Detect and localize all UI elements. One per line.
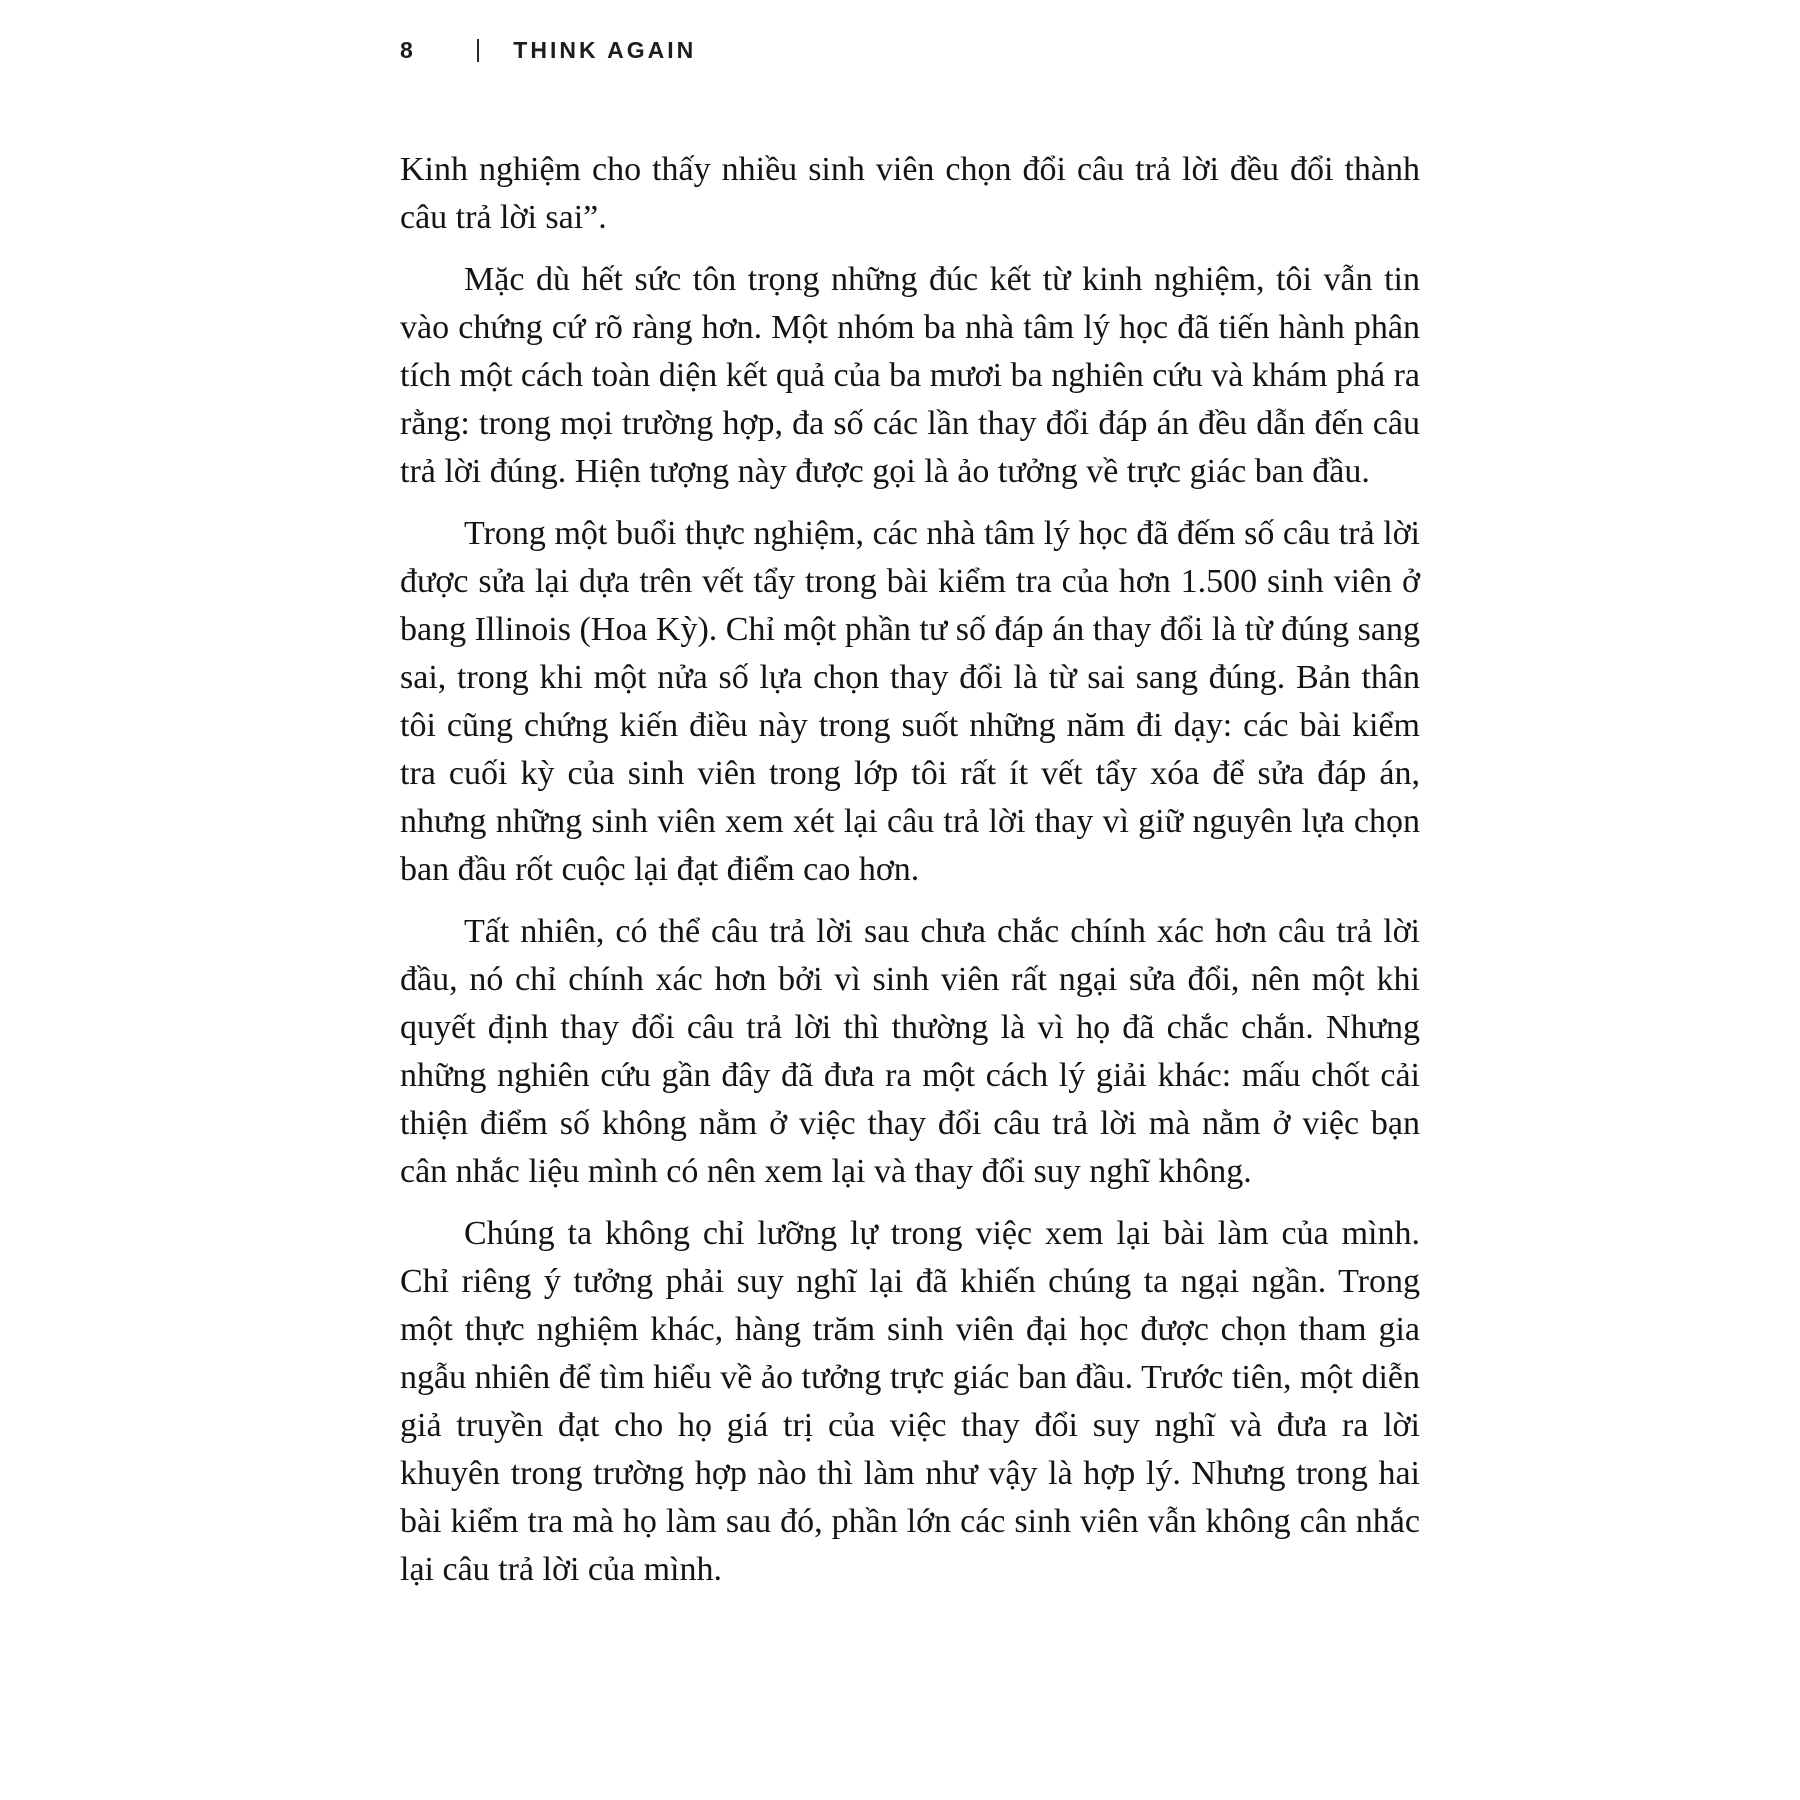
paragraph: Kinh nghiệm cho thấy nhiều sinh viên chọn đổi câu trả lời đều đổi thành câu trả lời sai”.	[400, 151, 1420, 236]
paragraph: Tất nhiên, có thể câu trả lời sau chưa chắc chính xác hơn câu trả lời đầu, nó chỉ chính xác hơn bởi vì sinh viên rất ngại sửa đổi, nên một khi quyết định thay đổi câu trả lời thì thường là vì họ đã chắc chắn. Nhưng những nghiên cứu gần đây đã đưa ra một cách lý giải khác: mấu chốt cải thiện điểm số không nằm ở việc thay đổi câu trả lời mà nằm ở việc bạn cân nhắc liệu mình có nên xem lại và thay đổi suy nghĩ không.	[400, 913, 1420, 1190]
page-number: 8	[400, 37, 413, 63]
page-header	[400, 35, 697, 63]
paragraph: Trong một buổi thực nghiệm, các nhà tâm lý học đã đếm số câu trả lời được sửa lại dựa trên vết tẩy trong bài kiểm tra của hơn 1.500 sinh viên ở bang Illinois (Hoa Kỳ). Chỉ một phần tư số đáp án thay đổi là từ đúng sang sai, trong khi một nửa số lựa chọn thay đổi là từ sai sang đúng. Bản thân tôi cũng chứng kiến điều này trong suốt những năm đi dạy: các bài kiểm tra cuối kỳ của sinh viên trong lớp tôi rất ít vết tẩy xóa để sửa đáp án, nhưng những sinh viên xem xét lại câu trả lời thay vì giữ nguyên lựa chọn ban đầu rốt cuộc lại đạt điểm cao hơn.	[400, 515, 1420, 888]
book-title: THINK AGAIN	[513, 37, 697, 63]
paragraph: Chúng ta không chỉ lưỡng lự trong việc xem lại bài làm của mình. Chỉ riêng ý tưởng phải suy nghĩ lại đã khiến chúng ta ngại ngần. Trong một thực nghiệm khác, hàng trăm sinh viên đại học được chọn tham gia ngẫu nhiên để tìm hiểu về ảo tưởng trực giác ban đầu. Trước tiên, một diễn giả truyền đạt cho họ giá trị của việc thay đổi suy nghĩ và đưa ra lời khuyên trong trường hợp nào thì làm như vậy là hợp lý. Nhưng trong hai bài kiểm tra mà họ làm sau đó, phần lớn các sinh viên vẫn không cân nhắc lại câu trả lời của mình.	[400, 1215, 1420, 1588]
page-body	[400, 146, 1420, 1594]
paragraph: Mặc dù hết sức tôn trọng những đúc kết từ kinh nghiệm, tôi vẫn tin vào chứng cứ rõ ràng hơn. Một nhóm ba nhà tâm lý học đã tiến hành phân tích một cách toàn diện kết quả của ba mươi ba nghiên cứu và khám phá ra rằng: trong mọi trường hợp, đa số các lần thay đổi đáp án đều dẫn đến câu trả lời đúng. Hiện tượng này được gọi là ảo tưởng về trực giác ban đầu.	[400, 261, 1420, 490]
header-separator: |	[474, 35, 484, 63]
